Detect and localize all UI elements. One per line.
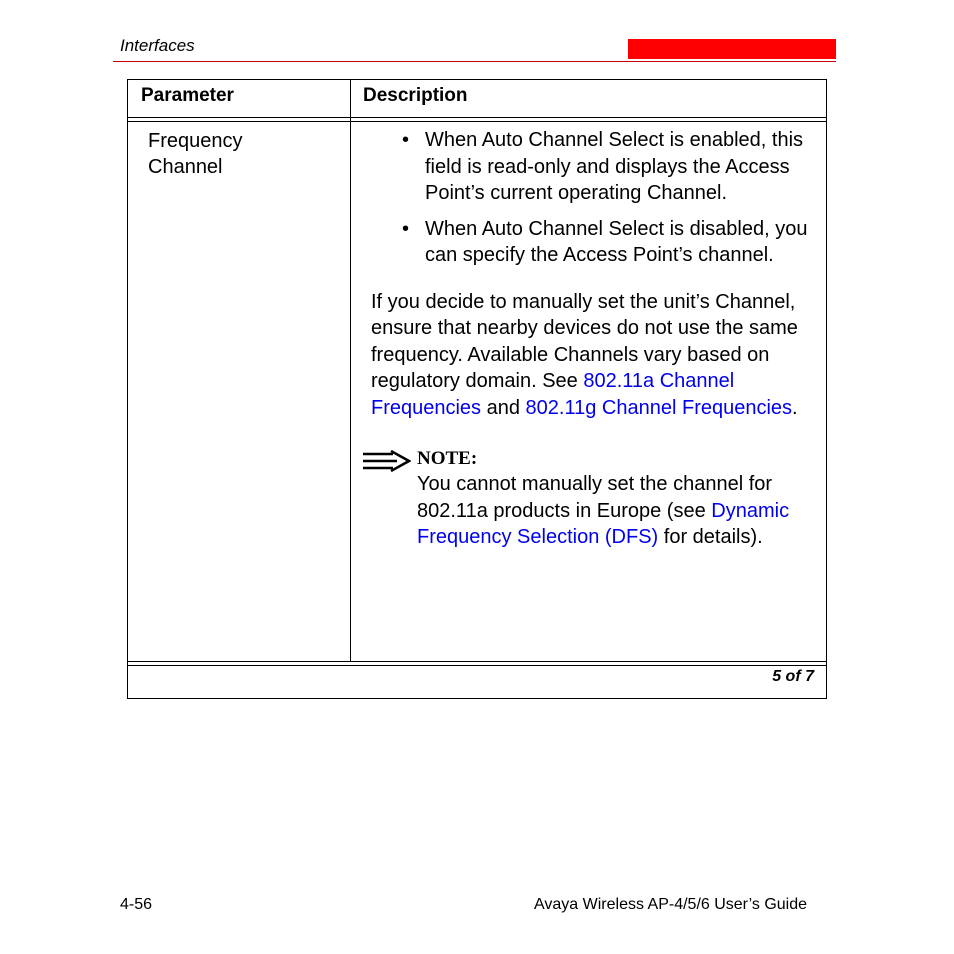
- paragraph-text: and: [481, 396, 526, 419]
- parameter-name-line-2: Channel: [148, 156, 223, 178]
- footer-doc-title: Avaya Wireless AP-4/5/6 User’s Guide: [534, 896, 808, 913]
- link-80211g-channel-frequencies[interactable]: 802.11g Channel Frequencies: [525, 396, 793, 419]
- footer-divider-bottom: [128, 665, 826, 666]
- note-text-part: for details).: [658, 526, 763, 548]
- footer-page-number: 4-56: [120, 896, 153, 913]
- link-dynamic-frequency-selection[interactable]: Dynamic Frequency Selection (DFS): [417, 499, 790, 548]
- parameter-name-line-1: Frequency: [148, 130, 243, 152]
- parameter-table: [127, 79, 827, 699]
- header-divider-top: [128, 117, 826, 118]
- link-80211a-channel-frequencies[interactable]: 802.11a Channel Frequencies: [371, 370, 735, 419]
- bullet-dot-icon: •: [402, 129, 410, 151]
- header-section-title: Interfaces: [120, 36, 195, 55]
- note-pointer-icon: [363, 450, 411, 472]
- note-text-part: You cannot manually set the channel for 802.11a products in Europe (see: [417, 473, 773, 522]
- bullet-item: [350, 216, 820, 269]
- footer-divider-top: [128, 661, 826, 662]
- column-header-parameter: Parameter: [141, 85, 234, 106]
- note-block: [350, 447, 820, 551]
- header-divider-bottom: [128, 121, 826, 122]
- parameter-name: [148, 128, 243, 180]
- paragraph-text: If you decide to manually set the unit’s Channel, ensure that nearby devices do not use the same frequency. Available Channels vary based on regulatory domain. See: [371, 290, 798, 392]
- parameter-description: [350, 127, 820, 551]
- bullet-text: When Auto Channel Select is disabled, you can specify the Access Point’s channel.: [425, 217, 808, 266]
- paragraph-text: .: [792, 396, 798, 419]
- table-page-indicator: 5 of 7: [772, 668, 814, 685]
- bullet-dot-icon: •: [402, 217, 410, 240]
- note-text: [417, 471, 820, 551]
- description-paragraph: [371, 289, 820, 422]
- bullet-item: [350, 127, 820, 207]
- header-accent-bar: [628, 39, 836, 59]
- column-header-description: Description: [363, 85, 468, 106]
- note-label: NOTE:: [417, 448, 478, 469]
- bullet-text: When Auto Channel Select is enabled, this field is read-only and displays the Access Point’s current operating Channel.: [425, 129, 804, 204]
- header-rule: [113, 61, 836, 62]
